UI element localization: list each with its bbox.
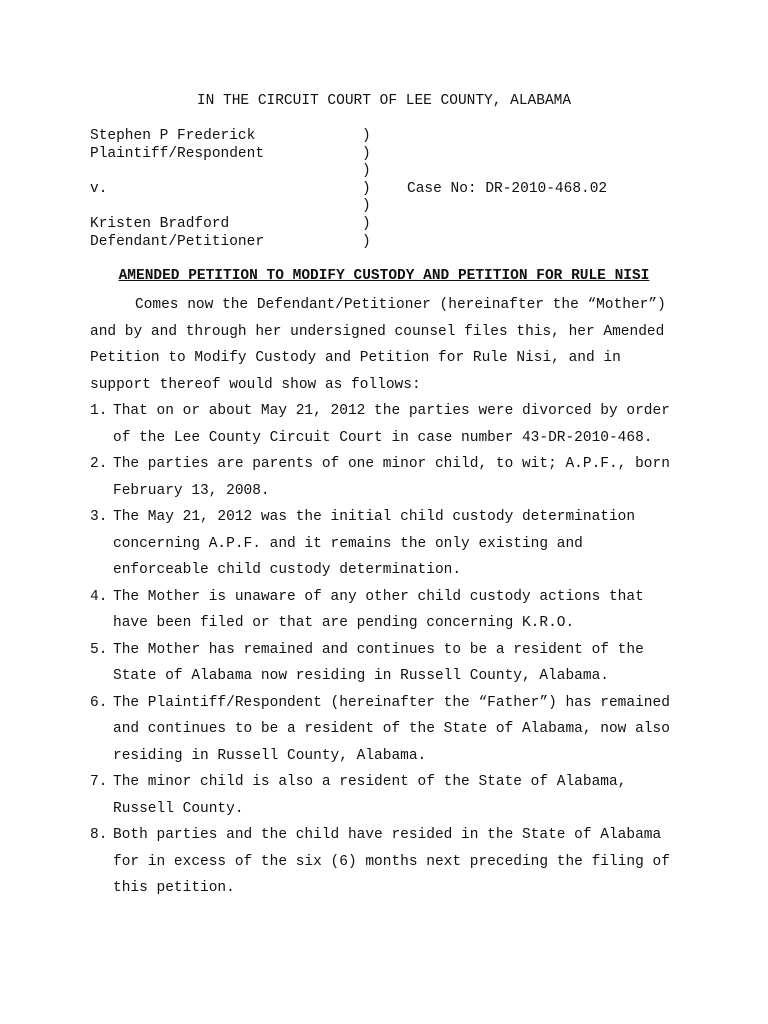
caption-paren: ) (362, 216, 371, 232)
list-item (90, 451, 685, 504)
caption-paren: ) (362, 146, 371, 162)
list-item (90, 637, 685, 690)
item-text: The parties are parents of one minor child, to wit; A.P.F., born February 13, 2008. (113, 456, 670, 499)
plaintiff-role: Plaintiff/Respondent (90, 146, 265, 162)
item-text: The minor child is also a resident of the State of Alabama, Russell County. (113, 774, 627, 817)
list-item (90, 398, 685, 451)
caption-paren: ) (362, 234, 371, 250)
item-number: 8. (90, 827, 108, 843)
plaintiff-name: Stephen P Frederick (90, 128, 256, 144)
item-text: The Mother is unaware of any other child custody actions that have been filed or that are pending concerning K.R.O. (113, 588, 644, 631)
list-item (90, 690, 685, 770)
intro-text: Comes now the Defendant/Petitioner (hereinafter the “Mother”) and by and through her undersigned counsel files this, her Amended Petition to Modify Custody and Petition for Rule Nisi, and in support thereof would show as follows: (90, 297, 666, 393)
item-number: 2. (90, 456, 108, 472)
item-number: 3. (90, 509, 108, 525)
case-number: Case No: DR-2010-468.02 (407, 181, 608, 197)
defendant-role: Defendant/Petitioner (90, 234, 265, 250)
item-number: 6. (90, 694, 108, 711)
item-number: 7. (90, 774, 108, 790)
defendant-name: Kristen Bradford (90, 216, 230, 232)
versus-label: v. (90, 181, 108, 197)
item-text: The Mother has remained and continues to be a resident of the State of Alabama now residing in Russell County, Alabama. (113, 641, 644, 684)
numbered-paragraphs (90, 398, 685, 902)
court-heading: IN THE CIRCUIT COURT OF LEE COUNTY, ALABAMA (196, 93, 572, 109)
caption-paren: ) (362, 163, 371, 179)
intro-paragraph (90, 292, 680, 398)
list-item (90, 504, 685, 584)
item-text: The May 21, 2012 was the initial child custody determination concerning A.P.F. and it remains the only existing and enforceable child custody determination. (113, 509, 636, 578)
item-number: 1. (90, 403, 108, 419)
caption-paren: ) (362, 181, 371, 197)
list-item (90, 584, 685, 637)
caption-paren: ) (362, 198, 371, 214)
caption-paren: ) (362, 128, 371, 144)
document-title: AMENDED PETITION TO MODIFY CUSTODY AND PETITION FOR RULE NISI (118, 268, 650, 284)
item-text: That on or about May 21, 2012 the parties were divorced by order of the Lee County Circuit Court in case number 43-DR-2010-468. (113, 403, 670, 446)
item-text: Both parties and the child have resided in the State of Alabama for in excess of the six (6) months next preceding the filing of this petition. (113, 827, 670, 896)
list-item (90, 822, 685, 902)
item-text: The Plaintiff/Respondent (hereinafter the “Father”) has remained and continues to be a resident of the State of Alabama, now also residing in Russell County, Alabama. (113, 694, 670, 764)
item-number: 5. (90, 641, 108, 658)
list-item (90, 769, 685, 822)
item-number: 4. (90, 588, 108, 605)
